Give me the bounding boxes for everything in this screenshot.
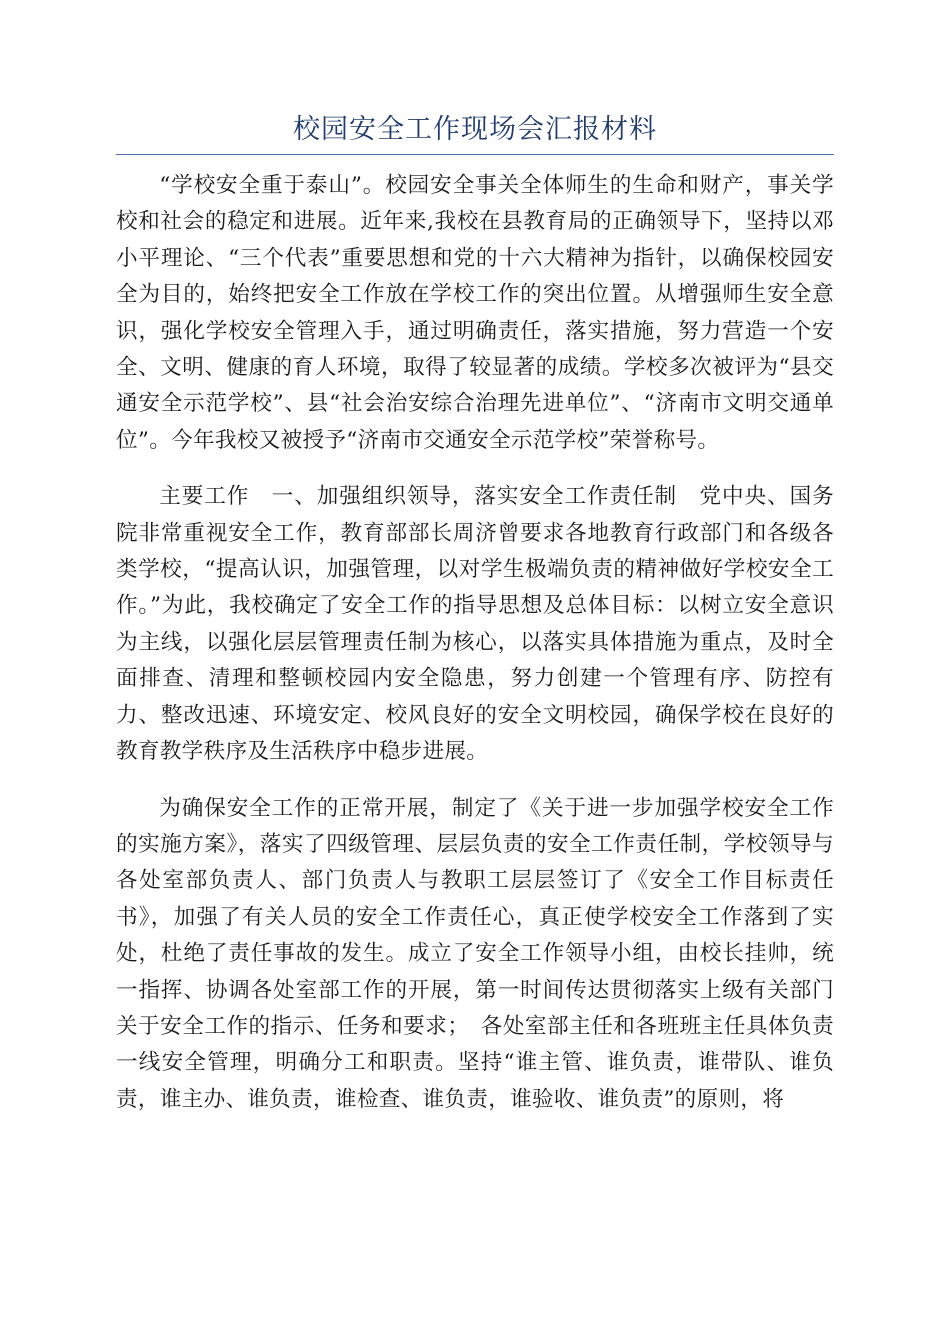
paragraph-intro: “学校安全重于泰山”。校园安全事关全体师生的生命和财产，事关学校和社会的稳定和进展。近年来,我校在县教育局的正确领导下，坚持以邓小平理论、“三个代表”重要思想和党的十六大精神为指针，以确保校园安全为目的，始终把安全工作放在学校工作的突出位置。从增强师生安全意识，强化学校安全管理入手，通过明确责任，落实措施，努力营造一个安全、文明、健康的育人环境，取得了较显著的成绩。学校多次被评为“县交通安全示范学校”、县“社会治安综合治理先进单位”、“济南市文明交通单位”。今年我校又被授予“济南市交通安全示范学校”荣誉称号。	[116, 173, 834, 453]
title-underline	[116, 154, 834, 155]
paragraph-main-work: 主要工作 一、加强组织领导，落实安全工作责任制 党中央、国务院非常重视安全工作，教育部部长周济曾要求各地教育行政部门和各级各类学校，“提高认识，加强管理，以对学生极端负责的精神做好学校安全工作。”为此，我校确定了安全工作的指导思想及总体目标：以树立安全意识为主线，以强化层层管理责任制为核心，以落实具体措施为重点，及时全面排查、清理和整顿校园内安全隐患，努力创建一个管理有序、防控有力、整改迅速、环境安定、校风良好的安全文明校园，确保学校在良好的教育教学秩序及生活秩序中稳步进展。	[116, 484, 834, 765]
paragraph-responsibility: 为确保安全工作的正常开展，制定了《关于进一步加强学校安全工作的实施方案》，落实了四级管理、层层负责的安全工作责任制，学校领导与各处室部负责人、部门负责人与教职工层层签订了《安全工作目标责任书》，加强了有关人员的安全工作责任心，真正使学校安全工作落到了实处，杜绝了责任事故的发生。成立了安全工作领导小组，由校长挂帅，统一指挥、协调各处室部工作的开展，第一时间传达贯彻落实上级有关部门关于安全工作的指示、任务和要求； 各处室部主任和各班班主任具体负责一线安全管理，明确分工和职责。坚持“谁主管、谁负责，谁带队、谁负责，谁主办、谁负责，谁检查、谁负责，谁验收、谁负责”的原则，将	[116, 795, 834, 1112]
document-title: 校园安全工作现场会汇报材料	[293, 114, 657, 145]
document-body	[116, 168, 834, 1138]
